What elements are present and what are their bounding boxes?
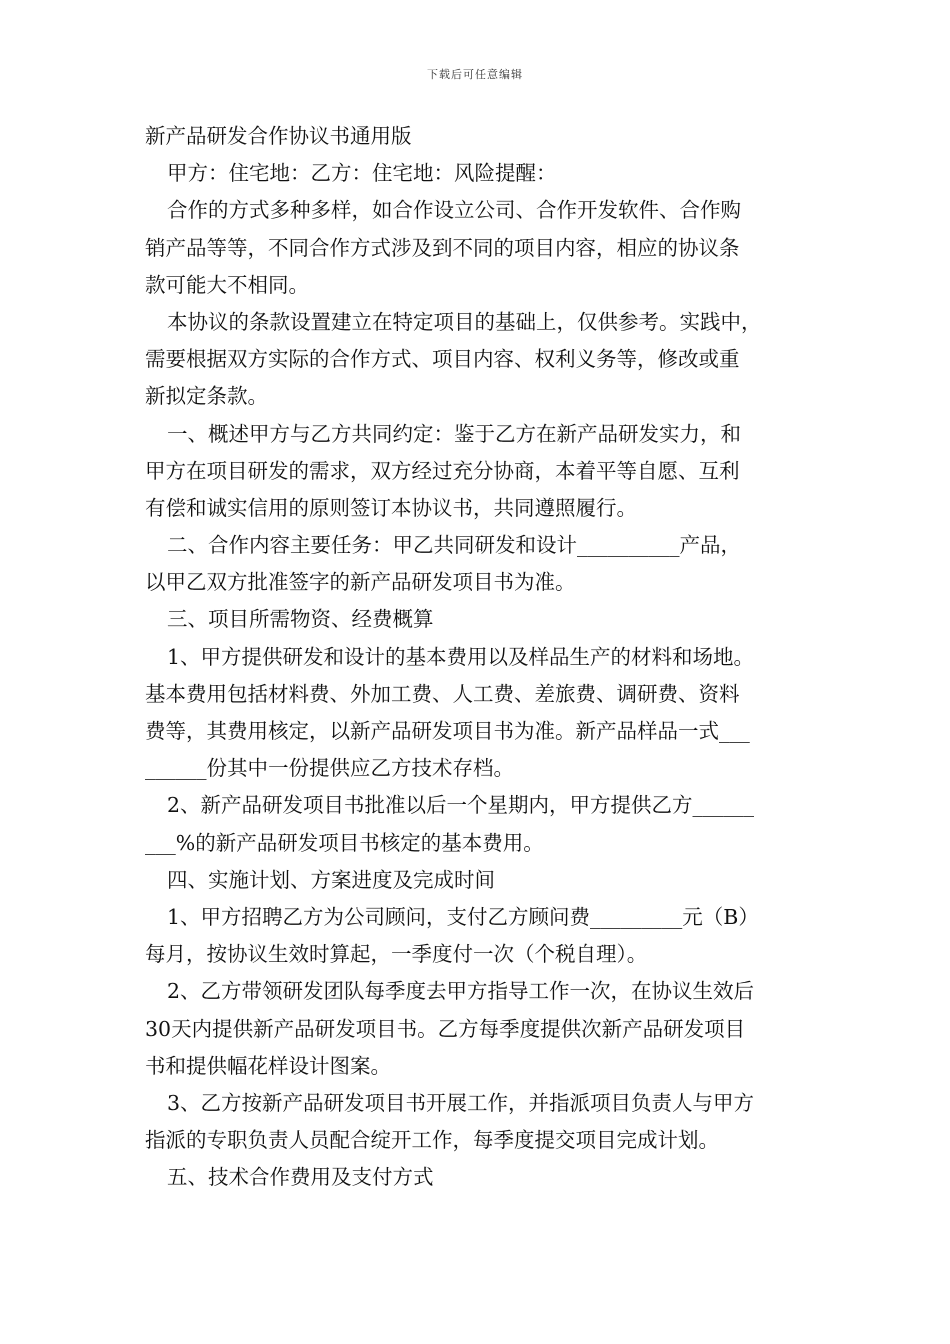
text-line: 费等，其费用核定，以新产品研发项目书为准。新产品样品一式___ [145,719,750,743]
text-line: 销产品等等，不同合作方式涉及到不同的项目内容，相应的协议条 [145,235,740,260]
text-line: 1、甲方招聘乙方为公司顾问，支付乙方顾问费_________元（B） [167,904,759,929]
text-line: 基本费用包括材料费、外加工费、人工费、差旅费、调研费、资料 [145,681,740,706]
text-line: 2、新产品研发项目书批准以后一个星期内，甲方提供乙方______ [167,793,755,818]
text-line: 指派的专职负责人员配合绽开工作，每季度提交项目完成计划。 [145,1128,719,1153]
text-line: 3、乙方按新产品研发项目书开展工作，并指派项目负责人与甲方 [167,1090,755,1115]
text-line: 二、合作内容主要任务：甲乙共同研发和设计__________产品， [167,533,741,558]
text-line: 有偿和诚实信用的原则签订本协议书，共同遵照履行。 [145,495,637,520]
text-line: 本协议的条款设置建立在特定项目的基础上，仅供参考。实践中， [167,309,762,334]
document-body [145,118,810,1196]
text-line: 2、乙方带领研发团队每季度去甲方指导工作一次，在协议生效后 [167,979,755,1004]
text-line: ___%的新产品研发项目书核定的基本费用。 [145,830,544,855]
text-line: 30天内提供新产品研发项目书。乙方每季度提供次新产品研发项目 [145,1016,746,1041]
text-line: 1、甲方提供研发和设计的基本费用以及样品生产的材料和场地。 [167,644,755,669]
text-line: 需要根据双方实际的合作方式、项目内容、权利义务等，修改或重 [145,347,740,372]
text-line: 以甲乙双方批准签字的新产品研发项目书为准。 [145,570,576,595]
text-line: 四、实施计划、方案进度及完成时间 [167,867,495,892]
text-line: 书和提供幅花样设计图案。 [145,1053,391,1078]
header-note: 下载后可任意编辑 [427,68,523,81]
text-line: ______份其中一份提供应乙方技术存档。 [145,756,514,781]
text-line: 新拟定条款。 [145,384,268,409]
text-line: 甲方：住宅地：乙方：住宅地：风险提醒： [167,161,557,186]
text-line: 五、技术合作费用及支付方式 [167,1165,434,1190]
text-line: 每月，按协议生效时算起，一季度付一次（个税自理）。 [145,942,648,967]
text-line: 一、概述甲方与乙方共同约定：鉴于乙方在新产品研发实力，和 [167,421,741,446]
text-line: 三、项目所需物资、经费概算 [167,607,434,632]
text-line: 合作的方式多种多样，如合作设立公司、合作开发软件、合作购 [167,198,741,223]
document-title: 新产品研发合作协议书通用版 [145,124,412,148]
text-line: 甲方在项目研发的需求，双方经过充分协商，本着平等自愿、互利 [145,458,740,483]
text-line: 款可能大不相同。 [145,272,309,297]
